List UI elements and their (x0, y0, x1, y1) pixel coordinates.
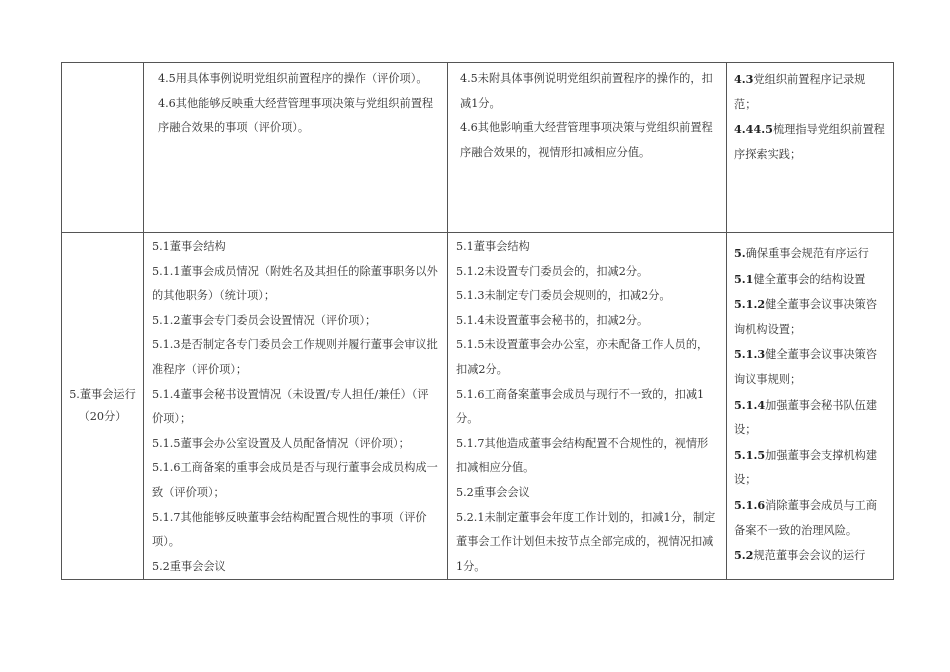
improvement-item: 4.44.5梳理指导党组织前置程序探索实践； (734, 122, 885, 161)
improvement-item: 4.3党组织前置程序记录规范； (734, 72, 866, 111)
deduction-cell (448, 233, 727, 580)
deduction-cell (448, 63, 727, 233)
improvement-item: 5.1.5加强董事会支撑机构建设； (734, 447, 878, 487)
criteria-cell (144, 233, 448, 580)
deduction-item: 4.6其他影响重大经营管理事项决策与党组织前置程序融合效果的，视情形扣减相应分值。 (460, 121, 713, 159)
criteria-cell (144, 63, 448, 233)
improvement-item: 5.1.4加强董事会秘书队伍建设； (734, 397, 878, 437)
improvement-item: 5.1.3健全董事会议事决策咨询议事规则； (734, 347, 878, 386)
table-row (62, 63, 894, 233)
criteria-item: 5.1.4董事会秘书设置情况（未设置/专人担任/兼任）（评价项）； (152, 387, 429, 426)
improvement-cell (727, 63, 894, 233)
improvement-item: 5.1.2健全董事会议事决策咨询机构设置； (734, 297, 878, 336)
criteria-item: 4.6其他能够反映重大经营管理事项决策与党组织前置程序融合效果的事项（评价项）。 (158, 96, 434, 135)
deduction-item: 5.1.4未设置董事会秘书的，扣减2分。 (456, 313, 649, 327)
category-cell (62, 233, 144, 580)
criteria-item: 5.1.1董事会成员情况（附姓名及其担任的除董事职务以外的其他职务）（统计项）； (152, 264, 438, 303)
deduction-item: 5.1.5未设置董事会办公室，亦未配备工作人员的，扣减2分。 (456, 338, 709, 376)
criteria-item: 5.1.7其他能够反映董事会结构配置合规性的事项（评价项）。 (152, 510, 427, 549)
improvement-item: 5.1健全董事会的结构设置 (734, 271, 866, 286)
deduction-item: 5.1.2未设置专门委员会的，扣减2分。 (456, 264, 649, 278)
category-cell-empty (62, 63, 144, 233)
deduction-item: 5.1.7其他造成董事会结构配置不合规性的，视情形扣减相应分值。 (456, 436, 709, 475)
deduction-item: 5.1.6工商备案董事会成员与现行不一致的，扣减1分。 (456, 387, 705, 426)
category-title: 5.董事会运行 (69, 388, 136, 401)
deduction-item: 5.1.3未制定专门委员会规则的，扣减2分。 (456, 289, 671, 303)
improvement-item: 5.2规范董事会会议的运行 (734, 548, 866, 563)
criteria-item: 5.2重事会会议 (152, 559, 226, 573)
deduction-item: 5.2.1未制定董事会年度工作计划的，扣减1分，制定董事会工作计划但未按节点全部完成的，视情况扣减1分。 (456, 510, 716, 573)
deduction-item: 5.1董事会结构 (456, 240, 530, 253)
evaluation-table (61, 62, 894, 580)
category-score: （20分） (78, 410, 127, 423)
improvement-cell (727, 233, 894, 580)
criteria-item: 5.1.3是否制定各专门委员会工作规则并履行董事会审议批准程序（评价项）； (152, 338, 438, 376)
criteria-item: 5.1.6工商备案的重事会成员是否与现行董事会成员构成一致（评价项）； (152, 461, 438, 499)
improvement-item: 5.1.6消除董事会成员与工商备案不一致的治理风险。 (734, 497, 878, 537)
criteria-item: 5.1董事会结构 (152, 240, 226, 253)
criteria-item: 4.5用具体事例说明党组织前置程序的操作（评价项）。 (158, 72, 428, 85)
criteria-item: 5.1.2董事会专门委员会设置情况（评价项）； (152, 313, 377, 327)
criteria-item: 5.1.5董事会办公室设置及人员配备情况（评价项）； (152, 436, 410, 450)
deduction-item: 4.5未附具体事例说明党组织前置程序的操作的，扣减1分。 (460, 72, 713, 110)
table-row (62, 233, 894, 580)
improvement-item: 5.确保重事会规范有序运行 (734, 246, 869, 260)
deduction-item: 5.2重事会会议 (456, 485, 530, 499)
